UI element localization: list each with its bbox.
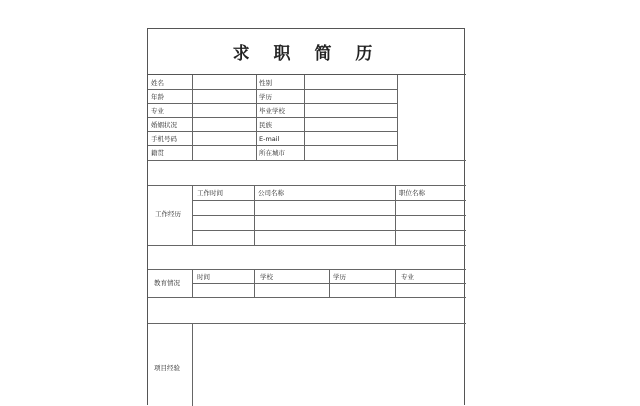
section-line: [148, 245, 466, 246]
col-line: [192, 75, 193, 160]
header-edu-time: 时间: [197, 273, 210, 281]
header-edu-school: 学校: [260, 273, 273, 281]
col-line: [397, 75, 398, 160]
row-line: [148, 103, 397, 104]
label-work-section: 工作经历: [155, 210, 181, 218]
label-phone: 手机号码: [151, 135, 177, 143]
header-edu-major: 专业: [401, 273, 414, 281]
col-line: [304, 75, 305, 160]
row-line: [148, 117, 397, 118]
label-email: E-mail: [259, 135, 280, 143]
label-education: 学历: [259, 93, 272, 101]
col-line: [192, 323, 193, 406]
section-line: [148, 323, 466, 324]
label-edu-section: 教育情况: [154, 279, 180, 287]
row-line: [148, 131, 397, 132]
row-line: [192, 215, 466, 216]
resume-sheet: [147, 28, 465, 405]
label-major: 专业: [151, 107, 164, 115]
header-work-time: 工作时间: [197, 189, 223, 197]
col-line: [256, 75, 257, 160]
row-line: [148, 145, 397, 146]
row-line: [148, 160, 466, 161]
col-line: [329, 269, 330, 297]
col-line: [192, 269, 193, 297]
header-edu-degree: 学历: [333, 273, 346, 281]
header-company: 公司名称: [258, 189, 284, 197]
header-position: 职位名称: [399, 189, 425, 197]
label-project-section: 项目经验: [154, 364, 180, 372]
label-gender: 性别: [259, 79, 272, 87]
label-age: 年龄: [151, 93, 164, 101]
section-line: [148, 185, 466, 186]
label-name: 姓名: [151, 79, 164, 87]
col-line: [254, 185, 255, 245]
section-line: [148, 297, 466, 298]
label-marital: 婚姻状况: [151, 121, 177, 129]
row-line: [192, 230, 466, 231]
label-ethnicity: 民族: [259, 121, 272, 129]
label-city: 所在城市: [259, 149, 285, 157]
label-school: 毕业学校: [259, 107, 285, 115]
resume-title: 求 职 简 历: [148, 29, 466, 75]
col-line: [254, 269, 255, 297]
section-line: [148, 269, 466, 270]
col-line: [395, 185, 396, 245]
row-line: [148, 89, 397, 90]
label-hometown: 籍贯: [151, 149, 164, 157]
col-line: [192, 185, 193, 245]
col-line: [395, 269, 396, 297]
row-line: [192, 200, 466, 201]
